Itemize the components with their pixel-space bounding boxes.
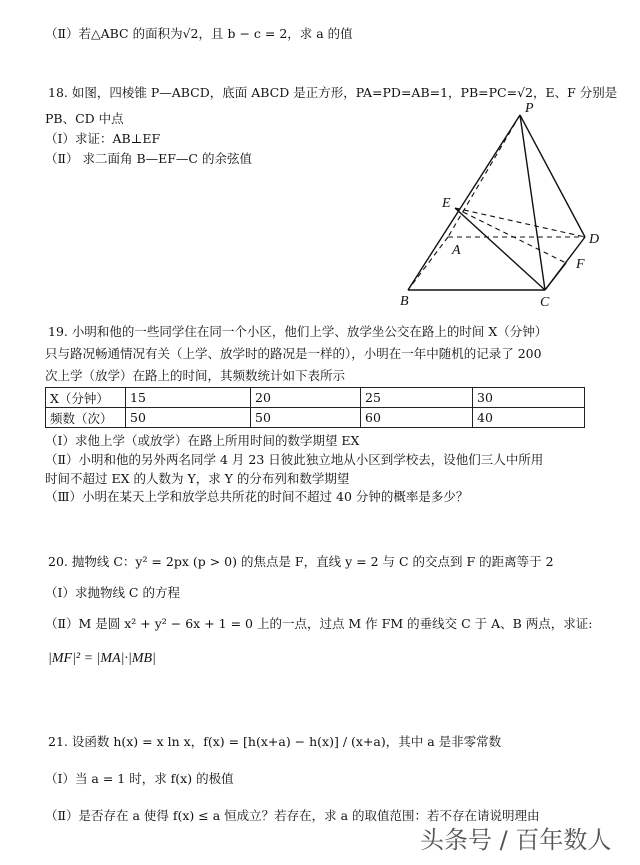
q20-part2: （Ⅱ）M 是圆 x² + y² − 6x + 1 = 0 上的一点，过点 M 作 FM 的垂线交 C 于 A、B 两点，求证:	[45, 616, 593, 631]
watermark: 头条号 / 百年数人	[420, 826, 612, 854]
label-E: E	[442, 196, 451, 211]
q19-stem-line2: 只与路况畅通情况有关（上学、放学时的路况是一样的），小明在一年中随机的记录了 200	[45, 346, 542, 361]
q17-part2: （Ⅱ）若△ABC 的面积为√2，且 b − c = 2，求 a 的值	[45, 26, 353, 41]
table-cell: X（分钟）	[46, 388, 126, 408]
q19-part3: （Ⅲ）小明在某天上学和放学总共所花的时间不超过 40 分钟的概率是多少？	[45, 489, 469, 504]
q19-stem-line3: 次上学（放学）在路上的时间，其频数统计如下表所示	[45, 368, 346, 383]
table-cell: 25	[361, 388, 473, 408]
segment-ED	[455, 208, 585, 237]
segment-CF	[545, 263, 566, 290]
q20-part1: （Ⅰ）求抛物线 C 的方程	[45, 585, 180, 600]
table-cell: 30	[473, 388, 585, 408]
q20-equation: |MF|² = |MA|·|MB|	[48, 651, 156, 666]
q18-stem-line1: 18. 如图，四棱锥 P—ABCD，底面 ABCD 是正方形，PA=PD=AB=1，PB=PC=√2，E、F 分别是	[48, 85, 618, 100]
table-cell: 50	[251, 408, 361, 428]
q21-part1: （Ⅰ）当 a = 1 时，求 f(x) 的极值	[45, 771, 234, 786]
segment-EC	[455, 208, 545, 290]
table-cell: 60	[361, 408, 473, 428]
edge-PA	[448, 115, 520, 237]
label-D: D	[589, 232, 600, 247]
q19-part2-line2: 时间不超过 EX 的人数为 Y，求 Y 的分布列和数学期望	[45, 471, 350, 486]
q19-stem-line1: 19. 小明和他的一些同学住在同一个小区，他们上学、放学坐公交在路上的时间 X（分钟）	[48, 324, 548, 339]
q18-part2: （Ⅱ） 求二面角 B—EF—C 的余弦值	[45, 151, 252, 166]
edge-PC	[520, 115, 545, 290]
edge-PD	[520, 115, 585, 237]
segment-EF	[455, 208, 566, 263]
q18-part1: （Ⅰ）求证：AB⊥EF	[45, 131, 161, 146]
table-cell: 15	[126, 388, 251, 408]
table-cell: 50	[126, 408, 251, 428]
label-B: B	[400, 294, 409, 309]
label-A: A	[452, 243, 461, 258]
table-cell: 40	[473, 408, 585, 428]
q21-part2: （Ⅱ）是否存在 a 使得 f(x) ≤ a 恒成立？若存在，求 a 的取值范围：若不存在请说明理由	[45, 808, 540, 823]
edge-AB	[408, 237, 448, 290]
table-cell: 频数（次）	[46, 408, 126, 428]
edge-PB	[408, 115, 520, 290]
q21-stem: 21. 设函数 h(x) = x ln x，f(x) = [h(x+a) − h(x)] / (x+a)，其中 a 是非零常数	[48, 734, 502, 749]
label-F: F	[576, 257, 585, 272]
table-cell: 20	[251, 388, 361, 408]
q18-stem-line2: PB、CD 中点	[45, 111, 124, 126]
table-row	[46, 388, 585, 408]
frequency-table	[45, 387, 585, 428]
q19-part2-line1: （Ⅱ）小明和他的另外两名同学 4 月 23 日彼此独立地从小区到学校去，设他们三人中所用	[45, 452, 544, 467]
label-P: P	[525, 101, 534, 116]
label-C: C	[540, 295, 550, 310]
table-row	[46, 408, 585, 428]
q19-part1: （Ⅰ）求他上学（或放学）在路上所用时间的数学期望 EX	[45, 433, 360, 448]
q20-stem: 20. 抛物线 C：y² = 2px (p > 0) 的焦点是 F，直线 y = 2 与 C 的交点到 F 的距离等于 2	[48, 554, 554, 569]
